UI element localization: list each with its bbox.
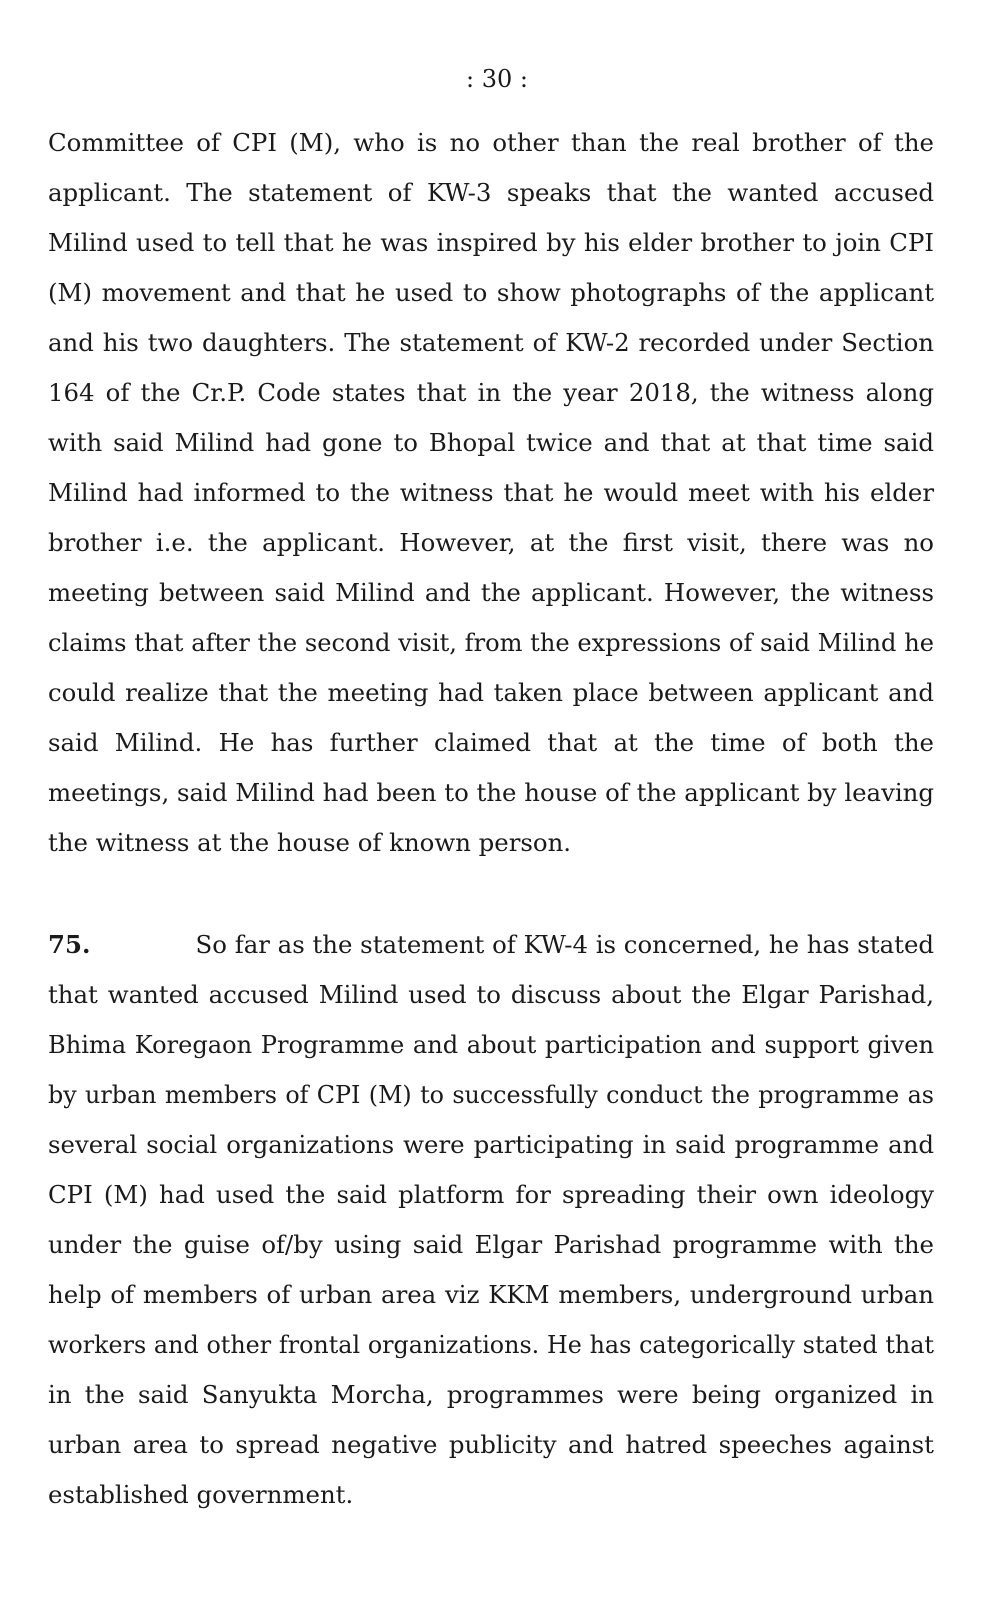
text-line: (M) movement and that he used to show photographs of the applicant [48, 278, 934, 307]
text-line: by urban members of CPI (M) to successfully conduct the programme as [48, 1081, 934, 1109]
text-line: Milind used to tell that he was inspired by his elder brother to join CPI [48, 228, 934, 257]
text-line: and his two daughters. The statement of KW-2 recorded under Section [48, 328, 934, 357]
text-line: Committee of CPI (M), who is no other than the real brother of the [48, 128, 934, 157]
text-line: with said Milind had gone to Bhopal twice and that at that time said [48, 428, 934, 457]
paragraph-number: 75. [48, 930, 91, 959]
text-line: CPI (M) had used the said platform for spreading their own ideology [48, 1180, 934, 1209]
text-line: brother i.e. the applicant. However, at the first visit, there was no [48, 528, 934, 557]
text-line: under the guise of/by using said Elgar Parishad programme with the [48, 1230, 934, 1259]
text-line: claims that after the second visit, from the expressions of said Milind he [48, 629, 934, 657]
text-line: workers and other frontal organizations. He has categorically stated that [48, 1331, 934, 1359]
text-line: urban area to spread negative publicity and hatred speeches against [48, 1430, 934, 1459]
text-line: that wanted accused Milind used to discuss about the Elgar Parishad, [48, 980, 934, 1009]
text-line: the witness at the house of known person. [48, 828, 572, 857]
paragraph-first-line [48, 920, 934, 970]
text-line: in the said Sanyukta Morcha, programmes were being organized in [48, 1380, 934, 1409]
text-line: So far as the statement of KW-4 is concerned, he has stated [195, 930, 934, 959]
text-line: applicant. The statement of KW-3 speaks that the wanted accused [48, 178, 934, 207]
page-number: : 30 : [466, 65, 528, 93]
text-line: Bhima Koregaon Programme and about participation and support given [48, 1031, 934, 1059]
paragraph-74-continued [48, 118, 934, 868]
text-line: Milind had informed to the witness that he would meet with his elder [48, 478, 934, 507]
text-line: help of members of urban area viz KKM members, underground urban [48, 1280, 934, 1309]
text-line: said Milind. He has further claimed that at the time of both the [48, 728, 934, 757]
text-line: 164 of the Cr.P. Code states that in the year 2018, the witness along [48, 378, 934, 407]
text-line: meetings, said Milind had been to the house of the applicant by leaving [48, 778, 934, 807]
text-line: could realize that the meeting had taken place between applicant and [48, 678, 934, 707]
paragraph-75 [48, 920, 934, 1520]
text-line: meeting between said Milind and the applicant. However, the witness [48, 578, 934, 607]
text-line: established government. [48, 1480, 354, 1509]
text-line: several social organizations were participating in said programme and [48, 1130, 934, 1159]
